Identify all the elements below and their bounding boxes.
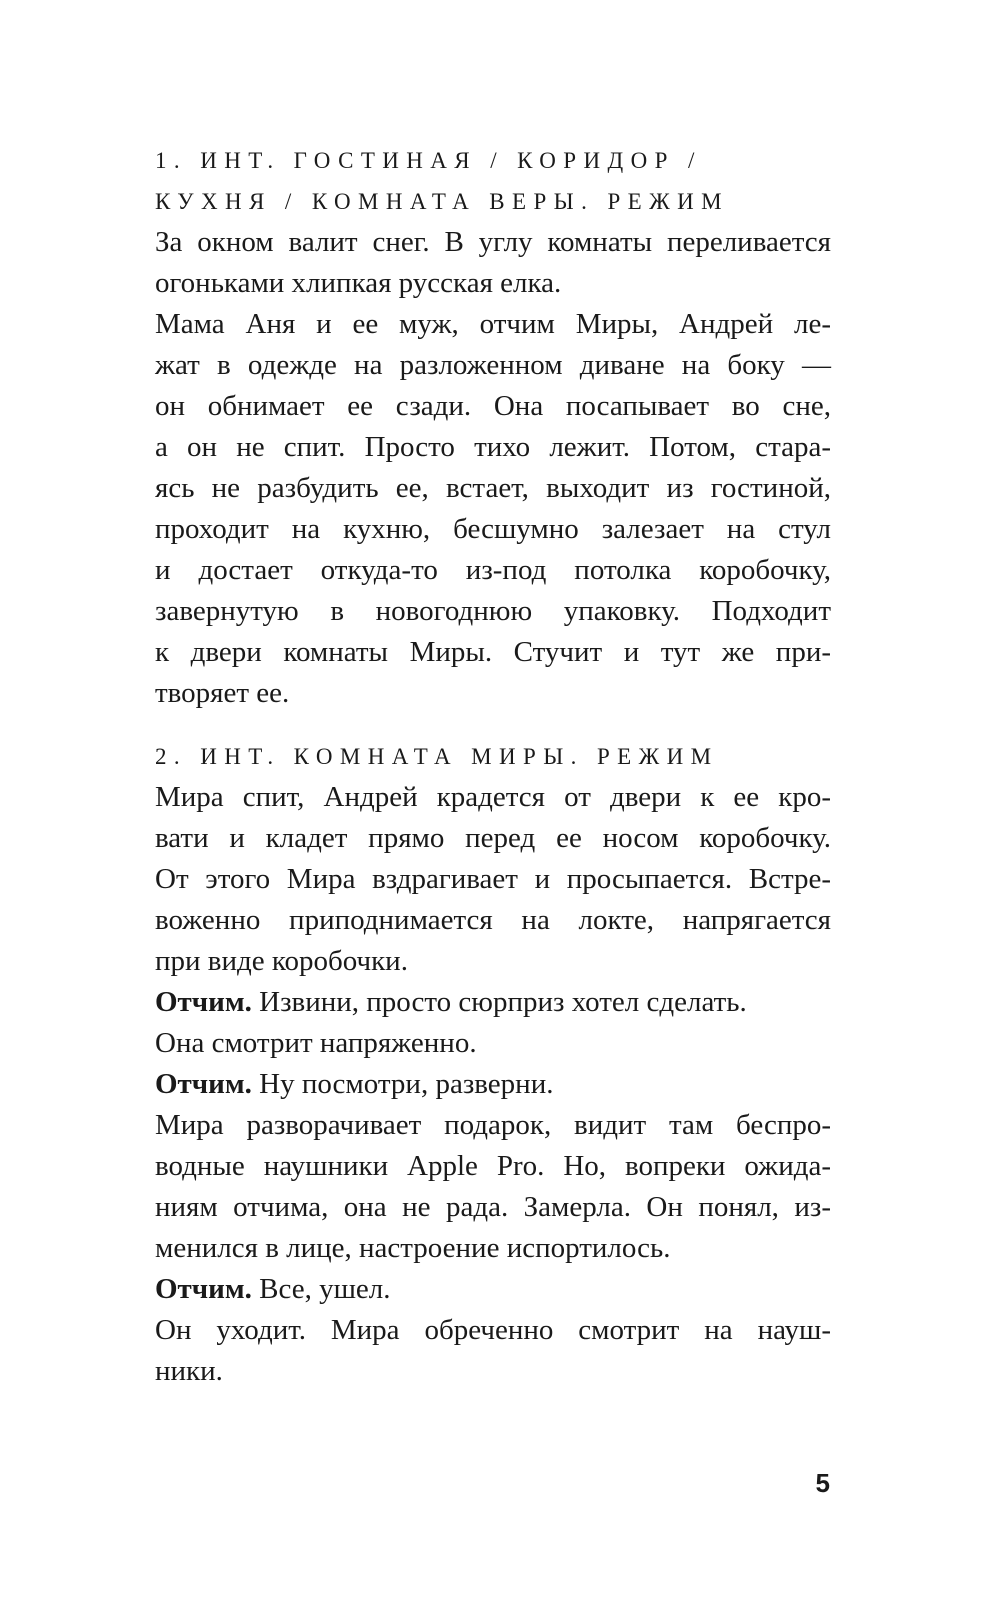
text-line: он обнимает ее сзади. Она посапывает во сне, xyxy=(155,390,831,422)
dialogue-line-3 xyxy=(155,1269,831,1310)
dialogue-text: Извини, просто сюрприз хотел сделать. xyxy=(251,986,747,1018)
text-line: ниям отчима, она не рада. Замерла. Он понял, из- xyxy=(155,1191,831,1223)
scene-gap xyxy=(155,714,831,736)
text-line: Она смотрит напряженно. xyxy=(155,1027,477,1059)
text-line: Он уходит. Мира обреченно смотрит на науш- xyxy=(155,1314,831,1346)
scene1-paragraph-2 xyxy=(155,304,831,714)
scene1-paragraph-1 xyxy=(155,222,831,304)
text-line: Мира спит, Андрей крадется от двери к ее кро- xyxy=(155,781,831,813)
dialogue-line-1 xyxy=(155,982,831,1023)
scene2-paragraph-1 xyxy=(155,777,831,982)
text-line: огоньками хлипкая русская елка. xyxy=(155,267,562,299)
speaker-name: Отчим. xyxy=(155,1068,252,1100)
text-line: творяет ее. xyxy=(155,677,290,709)
text-line xyxy=(155,1269,831,1310)
scene2-paragraph-3 xyxy=(155,1105,831,1269)
speaker-name: Отчим. xyxy=(155,1273,252,1305)
text-line: ники. xyxy=(155,1355,223,1387)
text-line: жат в одежде на разложенном диване на боку — xyxy=(155,349,831,381)
text-line: при виде коробочки. xyxy=(155,945,408,977)
text-line xyxy=(155,1064,831,1105)
text-line: а он не спит. Просто тихо лежит. Потом, стара- xyxy=(155,431,831,463)
text-line: От этого Мира вздрагивает и просыпается. Встре- xyxy=(155,863,831,895)
dialogue-text: Ну посмотри, разверни. xyxy=(251,1068,554,1100)
scene-heading-line: 2. ИНТ. КОМНАТА МИРЫ. РЕЖИМ xyxy=(155,744,719,769)
dialogue-line-2 xyxy=(155,1064,831,1105)
text-line: Мира разворачивает подарок, видит там беспро- xyxy=(155,1109,831,1141)
text-line: проходит на кухню, бесшумно залезает на стул xyxy=(155,513,831,545)
text-line: ясь не разбудить ее, встает, выходит из гостиной, xyxy=(155,472,831,504)
page-number: 5 xyxy=(815,1468,830,1498)
scene2-paragraph-2 xyxy=(155,1023,831,1064)
text-line: За окном валит снег. В углу комнаты переливается xyxy=(155,226,831,258)
text-line: к двери комнаты Миры. Стучит и тут же при- xyxy=(155,636,831,668)
scene-heading-line: КУХНЯ / КОМНАТА ВЕРЫ. РЕЖИМ xyxy=(155,189,729,214)
text-line: завернутую в новогоднюю упаковку. Подходит xyxy=(155,595,831,627)
text-line: менился в лице, настроение испортилось. xyxy=(155,1232,671,1264)
scene-heading-2 xyxy=(155,736,831,777)
scene-heading-1 xyxy=(155,140,831,222)
dialogue-text: Все, ушел. xyxy=(251,1273,391,1305)
text-line xyxy=(155,982,831,1023)
scene-heading-line: 1. ИНТ. ГОСТИНАЯ / КОРИДОР / xyxy=(155,148,702,173)
text-line: воженно приподнимается на локте, напрягается xyxy=(155,904,831,936)
text-line: вати и кладет прямо перед ее носом коробочку. xyxy=(155,822,831,854)
page-content xyxy=(155,140,831,1392)
text-line: Мама Аня и ее муж, отчим Миры, Андрей ле- xyxy=(155,308,831,340)
scene2-paragraph-4 xyxy=(155,1310,831,1392)
text-line: водные наушники Apple Pro. Но, вопреки ожида- xyxy=(155,1150,831,1182)
speaker-name: Отчим. xyxy=(155,986,252,1018)
text-line: и достает откуда-то из-под потолка коробочку, xyxy=(155,554,831,586)
